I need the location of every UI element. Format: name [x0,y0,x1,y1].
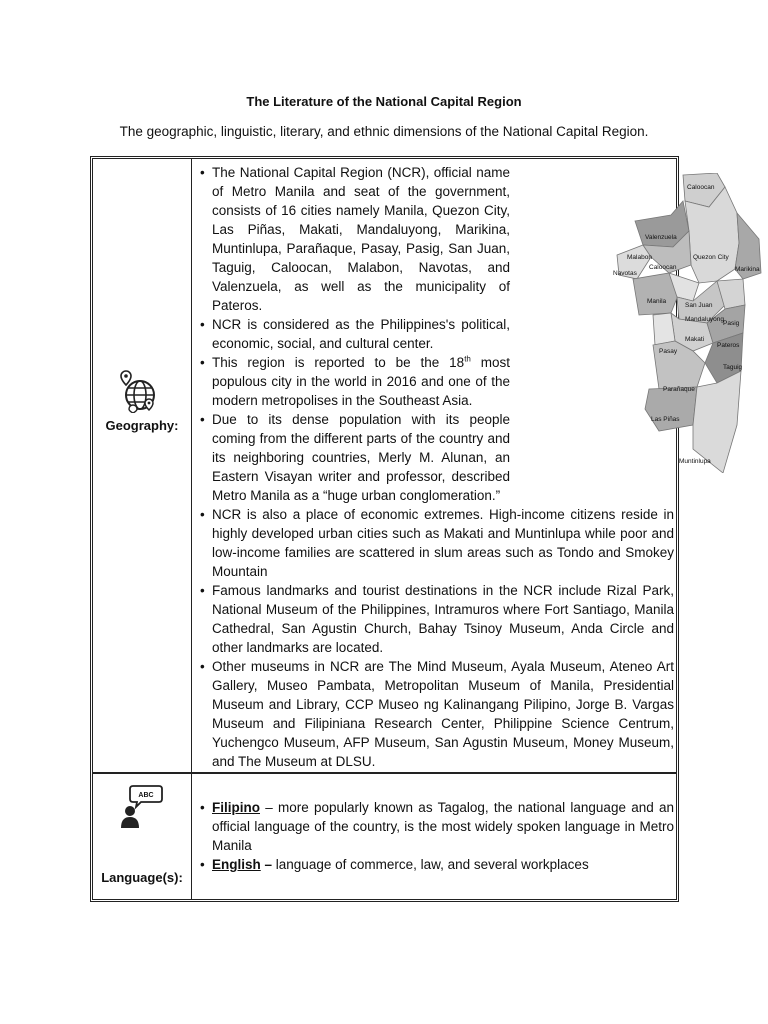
dimensions-table [90,156,760,902]
list-item: • Famous landmarks and tourist destinations in the NCR include Rizal Park, National Museum of the Philippines, Intramuros where Fort Santiago, Manila Cathedral, San Agustin Church, Bahay Tsinoy Museum, Anda Circle and other landmarks are located. [200,583,674,655]
geography-label: Geography: [105,418,179,433]
map-label-las-pinas: Las Piñas [651,416,680,423]
list-item: • The National Capital Region (NCR), official name of Metro Manila and seat of the government, consists of 16 cities namely Manila, Quezon City, Las Piñas, Makati, Mandaluyong, Marikina, Muntinlupa, Parañaque, Pasay, Pasig, San Juan, Taguig, Caloocan, Malabon, Navotas, and Valenzuela, as well as the municipality of Pateros. [200,165,510,313]
globe-pin-icon [119,369,159,413]
map-label-manila: Manila [647,298,667,305]
language-content-cell [193,774,676,899]
geography-row [93,159,760,774]
language-label: Language(s): [101,870,183,885]
page-subtitle: The geographic, linguistic, literary, and ethnic dimensions of the National Capital Region. [119,124,649,139]
list-item: • English – language of commerce, law, and several workplaces [200,857,589,872]
map-label-pasig: Pasig [723,320,740,327]
map-label-valenzuela: Valenzuela [645,234,677,241]
list-item: • Other museums in NCR are The Mind Museum, Ayala Museum, Ateneo Art Gallery, Museo Pambata, Metropolitan Museum of Manila, Presidential Museum and Library, CCP Museo ng Kalinangang Pilipino, Jorge B. Vargas Museum and Filipiniana Research Center, Philippine Science Centrum, Yuchengco Museum, AFP Museum, San Agustin Museum, Money Museum, and The Museum at DLSU. [200,659,674,769]
ncr-map-image [613,173,768,473]
list-item: • NCR is considered as the Philippines's political, economic, social, and cultural center. [200,317,510,351]
list-item: • This region is reported to be the 18th most populous city in the world in 2016 and one of the modern metropolises in the Southeast Asia. [200,354,510,408]
language-label-cell [93,774,192,899]
map-label-san-juan: San Juan [685,302,713,309]
map-label-malabon: Malabon [627,254,652,261]
map-label-paranaque: Parañaque [663,386,695,393]
page-title: The Literature of the National Capital Region [246,94,522,109]
map-label-caloocan: Caloocan [687,184,715,191]
list-item: • NCR is also a place of economic extremes. High-income citizens reside in highly developed urban cities such as Makati and Muntinlupa while poor and low-income families are scattered in slum areas such as Tondo and Smokey Mountain [200,507,674,579]
map-label-quezon-city: Quezon City [693,254,729,261]
map-label-mandaluyong: Mandaluyong [685,316,725,323]
map-label-caloocan-south: Caloocan [649,264,677,271]
language-row [93,774,676,899]
abc-icon-text: ABC [138,792,154,799]
map-label-pasay: Pasay [659,348,678,355]
geography-label-cell [93,159,192,772]
list-item: • Due to its dense population with its people coming from the different parts of the country and its neighboring countries, Merly M. Alunan, an Eastern Visayan writer and professor, described Metro Manila as a “huge urban conglomeration.” [200,412,510,503]
map-label-marikina: Marikina [735,266,760,273]
person-speech-abc-icon [119,784,163,828]
language-bullet-list [195,798,674,874]
geography-bullet-list [195,163,674,771]
map-label-navotas: Navotas [613,270,637,277]
map-label-muntinlupa: Muntinlupa [679,458,711,465]
map-label-pateros: Pateros [717,342,740,349]
list-item: • Filipino – more popularly known as Tagalog, the national language and an official language of the country, is the most widely spoken language in Metro Manila [200,800,674,853]
geography-content-cell [193,159,760,772]
map-label-taguig: Taguig [723,364,743,371]
map-label-makati: Makati [685,336,705,343]
